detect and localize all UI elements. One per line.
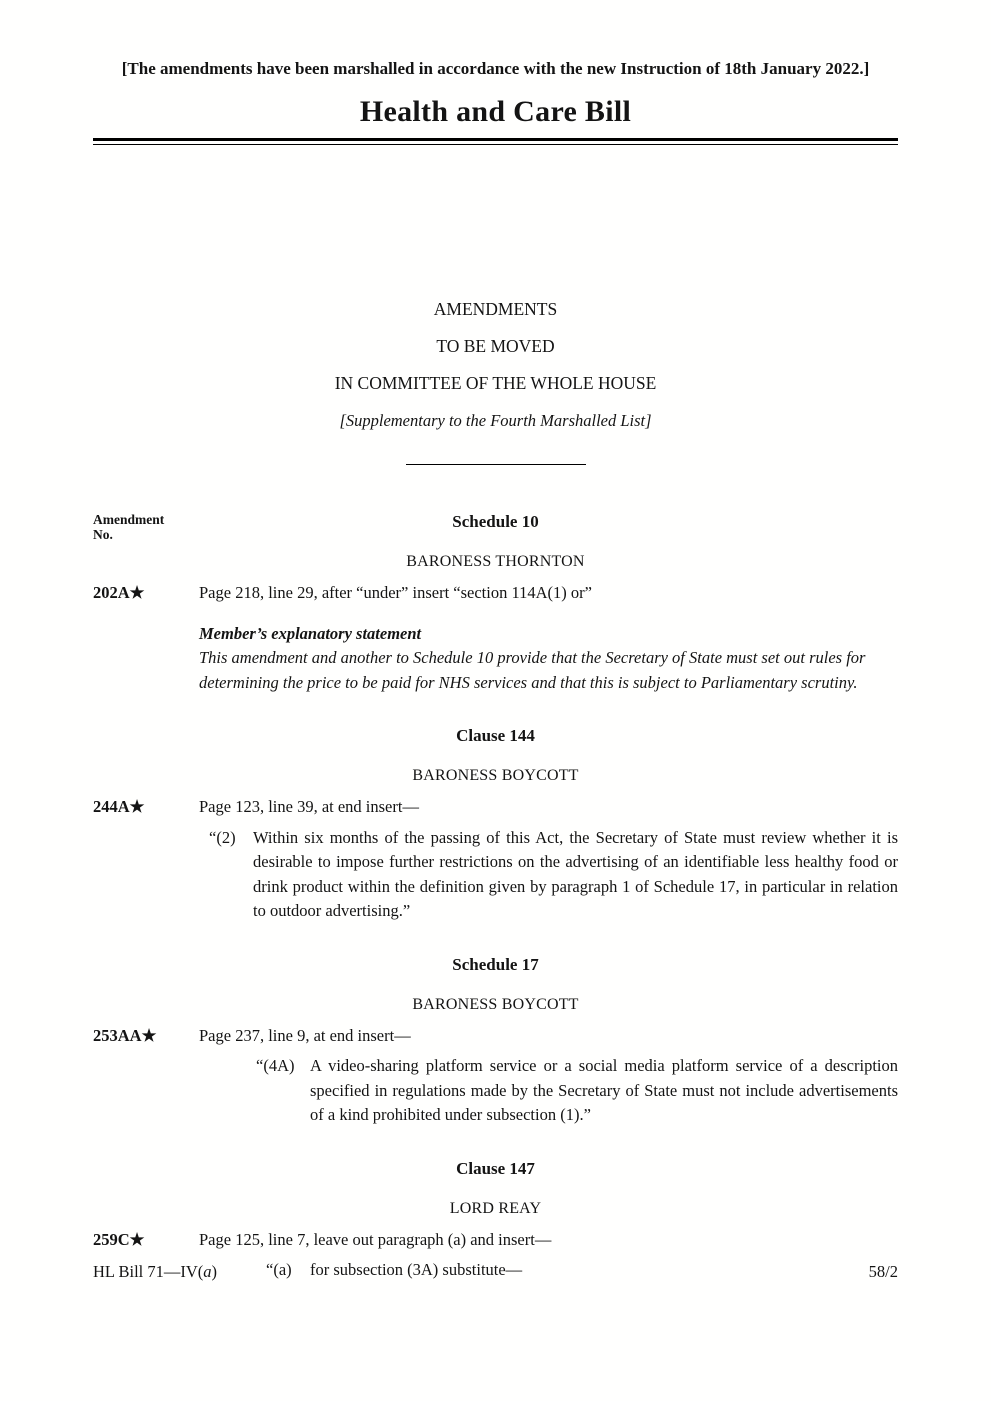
supplementary-note: [Supplementary to the Fourth Marshalled List] [339, 411, 652, 430]
amendment-instruction: Page 125, line 7, leave out paragraph (a) and insert— [199, 1229, 552, 1249]
amendment-number-text: 202A [93, 583, 130, 602]
explanatory-statement-text: This amendment and another to Schedule 10 provide that the Secretary of State must set out rules for determining the price to be paid for NHS services and that this is subject to Parliamentary scrutiny. [199, 648, 866, 692]
new-amendment-star-icon: ★ [129, 1229, 145, 1249]
page-code: 58/2 [868, 1262, 898, 1281]
section-heading: Schedule 10 [452, 512, 539, 531]
marshalled-note: [The amendments have been marshalled in accordance with the new Instruction of 18th January 2022.] [121, 59, 870, 78]
bill-reference-suffix: ) [211, 1262, 218, 1281]
amendment-number-text: 253AA [93, 1025, 142, 1045]
committee-heading: IN COMMITTEE OF THE WHOLE HOUSE [334, 373, 657, 393]
amendment-label-line2: No. [93, 527, 113, 542]
inserted-text-block [199, 826, 898, 924]
amendment-244A [93, 795, 898, 924]
bill-reference-prefix: HL Bill 71—IV( [93, 1262, 204, 1281]
amendment-number [93, 1024, 199, 1128]
amendment-label-line1: Amendment [93, 512, 165, 527]
section-heading: Clause 144 [456, 726, 535, 745]
amendment-202A [93, 581, 898, 695]
amendment-content [199, 581, 898, 695]
new-amendment-star-icon: ★ [129, 797, 145, 816]
bill-title: Health and Care Bill [359, 95, 632, 128]
title-rule-thin [93, 144, 898, 145]
front-matter [93, 291, 898, 465]
inserted-text-label: “(a) [266, 1260, 292, 1279]
amendment-number [93, 795, 199, 924]
bill-reference-letter: a [203, 1262, 212, 1281]
inserted-text: for subsection (3A) substitute— [310, 1260, 523, 1279]
section-heading: Clause 147 [456, 1158, 535, 1178]
inserted-text-label: “(4A) [256, 1056, 295, 1075]
page-footer [93, 1262, 898, 1282]
amendment-content [199, 795, 898, 924]
amendment-instruction: Page 218, line 29, after “under” insert “section 114A(1) or” [199, 583, 592, 602]
inserted-text: Within six months of the passing of this Act, the Secretary of State must review whether it is desirable to impose further restrictions on the advertising of an identifiable less healthy food or drink product within the definition given by paragraph 1 of Schedule 17, in particular in relation to outdoor advertising.” [253, 827, 898, 920]
amendment-253AA [93, 1024, 898, 1128]
amendment-no-column-label [93, 512, 164, 542]
amendment-instruction: Page 237, line 9, at end insert— [199, 1025, 411, 1045]
new-amendment-star-icon: ★ [129, 583, 145, 602]
inserted-text-label: “(2) [209, 827, 236, 847]
explanatory-statement-heading: Member’s explanatory statement [199, 623, 422, 643]
to-be-moved-heading: TO BE MOVED [436, 336, 555, 356]
section-header-schedule-10 [93, 511, 898, 542]
separator-rule [406, 464, 586, 465]
title-rule-thick [93, 138, 898, 141]
section-heading: Schedule 17 [452, 954, 539, 974]
bill-reference [93, 1262, 217, 1282]
amendment-number [93, 581, 199, 695]
inserted-text: A video-sharing platform service or a social media platform service of a description specified in regulations made by the Secretary of State must not include advertisements of a kind prohibited under subsection (1).” [310, 1056, 898, 1124]
amendments-body [93, 511, 898, 1283]
inserted-text-block [199, 1054, 898, 1128]
title-rule [93, 138, 898, 145]
mover-name: BARONESS THORNTON [406, 553, 585, 570]
new-amendment-star-icon: ★ [141, 1025, 157, 1045]
mover-name: BARONESS BOYCOTT [412, 995, 579, 1013]
amendment-instruction: Page 123, line 39, at end insert— [199, 797, 419, 816]
amendment-content [199, 1024, 898, 1128]
amendment-number-text: 259C [93, 1229, 130, 1249]
mover-name: LORD REAY [449, 1199, 542, 1217]
amendment-number-text: 244A [93, 797, 130, 816]
mover-name: BARONESS BOYCOTT [412, 767, 579, 784]
amendments-heading: AMENDMENTS [433, 299, 558, 319]
